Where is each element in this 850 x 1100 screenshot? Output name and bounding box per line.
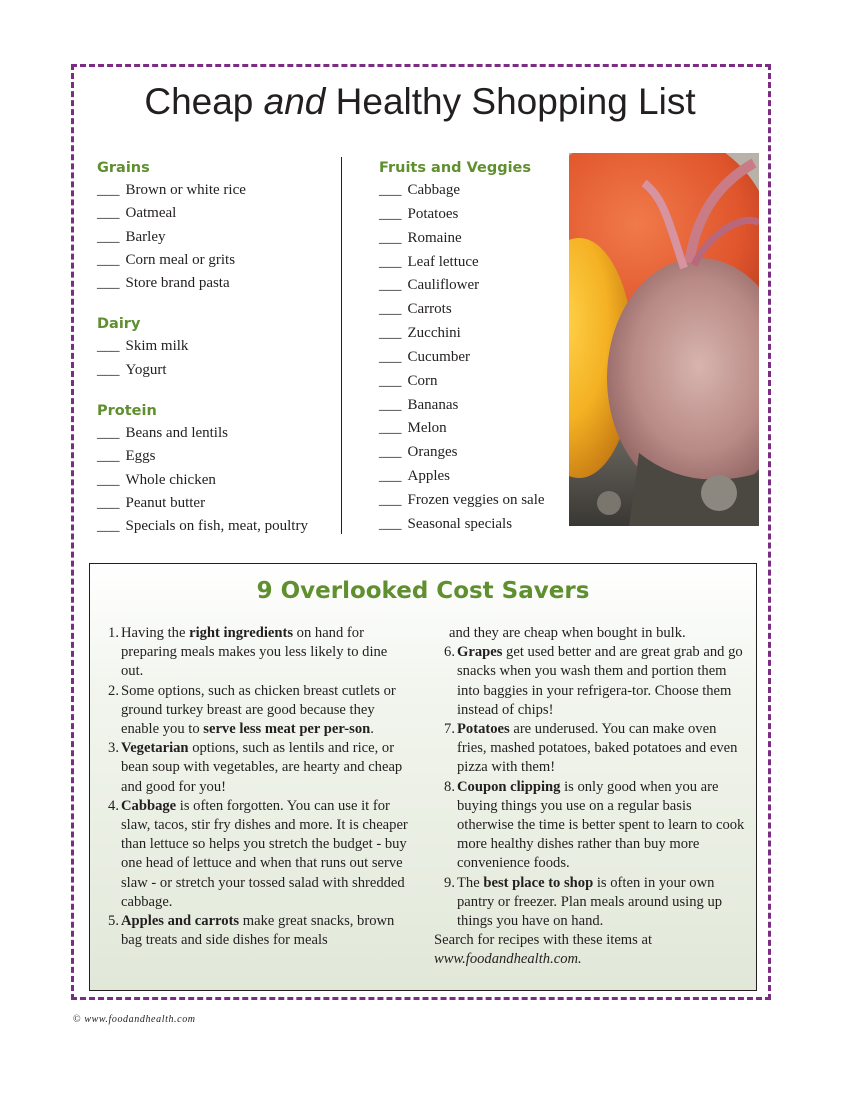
tip-bold: right ingredients bbox=[189, 625, 294, 641]
list-item bbox=[379, 370, 559, 394]
checkbox-blank: ___ bbox=[379, 515, 402, 532]
checkbox-blank: ___ bbox=[97, 338, 120, 355]
item-label: Potatoes bbox=[407, 205, 459, 222]
category-grains: Grains bbox=[97, 160, 150, 176]
tip-item bbox=[434, 720, 746, 778]
tip-text: options, such as lentils and rice, or bean soup with vegetables, are hearty and cheap and good for you! bbox=[121, 740, 403, 795]
tip-bold: Vegetarian bbox=[121, 740, 189, 757]
tip-number: 2. bbox=[108, 682, 119, 699]
footer-url: www.foodandhealth.com bbox=[84, 1014, 196, 1025]
list-item bbox=[97, 272, 337, 295]
checkbox-blank: ___ bbox=[97, 251, 120, 268]
tip-text: is only good when you are buying things you use on a regular basis otherwise the time is better spent to learn to cook more healthy dishes rather than buy more convenience foods. bbox=[457, 778, 745, 872]
website-link[interactable]: www.foodandhealth.com. bbox=[434, 951, 582, 968]
tip-text: Some options, such as chicken breast cutlets or ground turkey breast are good because they enable you to bbox=[121, 682, 396, 738]
list-item bbox=[379, 489, 559, 513]
vegetables-photo bbox=[569, 153, 759, 526]
list-item bbox=[97, 335, 337, 358]
checkbox-blank: ___ bbox=[379, 372, 402, 389]
grains-list bbox=[97, 179, 337, 295]
item-label: Zucchini bbox=[407, 325, 461, 342]
tip-text: are underused. You can make oven fries, mashed potatoes, baked potatoes and even pizza with them! bbox=[457, 721, 738, 776]
item-label: Whole chicken bbox=[125, 471, 216, 488]
tip-item bbox=[434, 643, 746, 720]
middle-column bbox=[379, 157, 559, 537]
list-item bbox=[97, 515, 337, 538]
category-dairy: Dairy bbox=[97, 316, 141, 333]
item-label: Leaf lettuce bbox=[407, 253, 479, 270]
tip-bold: Coupon clipping bbox=[457, 778, 561, 795]
tip-bold: serve less meat per per-son bbox=[203, 721, 371, 738]
list-item bbox=[379, 513, 559, 537]
tip-text: on hand for preparing meals makes you less likely to dine out. bbox=[121, 625, 388, 680]
checkbox-blank: ___ bbox=[379, 205, 402, 222]
tip-text: The bbox=[457, 874, 484, 891]
tip-text: make great snacks, brown bag treats and side dishes for meals bbox=[121, 913, 395, 949]
item-label: Cucumber bbox=[407, 348, 470, 365]
vegetables-illustration bbox=[569, 153, 759, 526]
tip-number: 3. bbox=[108, 740, 119, 757]
tip-bold: Apples and carrots bbox=[121, 913, 240, 930]
category-fruits-veggies: Fruits and Veggies bbox=[379, 160, 532, 176]
list-item bbox=[97, 445, 337, 468]
item-label: Frozen veggies on sale bbox=[407, 491, 545, 508]
checkbox-blank: ___ bbox=[379, 468, 402, 485]
title-emphasis: and bbox=[263, 81, 326, 122]
list-item bbox=[97, 179, 337, 202]
list-item bbox=[379, 298, 559, 322]
tip-text: . bbox=[370, 721, 374, 738]
list-item bbox=[97, 469, 337, 492]
item-label: Store brand pasta bbox=[125, 275, 230, 292]
checkbox-blank: ___ bbox=[97, 425, 120, 442]
list-item bbox=[379, 322, 559, 346]
tip-number: 6. bbox=[444, 644, 455, 661]
item-label: Seasonal specials bbox=[407, 515, 513, 532]
tip-item bbox=[98, 739, 410, 797]
list-item bbox=[97, 492, 337, 515]
cost-savers-box bbox=[89, 563, 757, 991]
list-item bbox=[379, 346, 559, 370]
item-label: Cauliflower bbox=[407, 277, 480, 294]
checkbox-blank: ___ bbox=[379, 420, 402, 437]
left-column bbox=[97, 157, 337, 539]
tip-item bbox=[98, 682, 410, 740]
tip-bold: Potatoes bbox=[457, 721, 510, 738]
item-label: Bananas bbox=[407, 396, 459, 413]
tip-item bbox=[434, 778, 746, 874]
tip-item bbox=[98, 797, 410, 912]
list-item bbox=[379, 394, 559, 418]
item-label: Cabbage bbox=[407, 182, 460, 198]
checkbox-blank: ___ bbox=[379, 444, 402, 461]
tip-text: is often in your own pantry or freezer. Plan meals around using up things you have on hand. bbox=[457, 874, 723, 930]
list-item bbox=[379, 227, 559, 251]
list-item bbox=[379, 274, 559, 298]
item-label: Apples bbox=[407, 468, 450, 485]
protein-list bbox=[97, 422, 337, 538]
checkbox-blank: ___ bbox=[379, 277, 402, 294]
copyright-symbol: © bbox=[73, 1014, 82, 1025]
list-item bbox=[97, 422, 337, 445]
column-divider bbox=[341, 157, 342, 534]
checkbox-blank: ___ bbox=[379, 396, 402, 413]
tip-text: get used better and are great grab and go snacks when you wash them and portion them into baggies in your refrigera-tor. Choose them instead of chips! bbox=[457, 644, 743, 718]
item-label: Specials on fish, meat, poultry bbox=[125, 518, 308, 535]
list-item bbox=[97, 359, 337, 382]
tip-number: 4. bbox=[108, 797, 119, 814]
item-label: Melon bbox=[407, 420, 447, 437]
tip-item bbox=[98, 624, 410, 682]
tip-bold: Cabbage bbox=[121, 797, 177, 814]
tip-text: Having the bbox=[121, 625, 190, 641]
list-item bbox=[379, 465, 559, 489]
item-label: Corn meal or grits bbox=[125, 251, 236, 268]
list-item bbox=[379, 179, 559, 203]
item-label: Oatmeal bbox=[125, 205, 177, 222]
title-part1: Cheap bbox=[144, 81, 264, 122]
tip-text: is often forgotten. You can use it for slaw, tacos, stir fry dishes and more. It is cheaper than lettuce so helps you stretch the budget - buy one head of lettuce and when that runs out serve slaw - or stretch your tossed salad with shredded cabbage. bbox=[121, 797, 408, 910]
checkbox-blank: ___ bbox=[379, 253, 402, 270]
tips-left-column bbox=[98, 624, 410, 950]
tip-number: 1. bbox=[108, 625, 119, 641]
tip-bold: best place to shop bbox=[483, 874, 594, 891]
list-item bbox=[379, 417, 559, 441]
title-part2: Healthy Shopping List bbox=[325, 81, 696, 122]
list-item bbox=[97, 226, 337, 249]
list-item bbox=[379, 203, 559, 227]
item-label: Yogurt bbox=[125, 361, 167, 378]
checkbox-blank: ___ bbox=[97, 361, 120, 378]
checkbox-blank: ___ bbox=[97, 494, 120, 511]
item-label: Corn bbox=[407, 372, 438, 389]
tip-number: 7. bbox=[444, 721, 455, 738]
category-protein: Protein bbox=[97, 403, 157, 420]
checkbox-blank: ___ bbox=[379, 301, 402, 318]
fruits-veggies-list bbox=[379, 179, 559, 537]
checkbox-blank: ___ bbox=[379, 348, 402, 365]
checkbox-blank: ___ bbox=[379, 325, 402, 342]
item-label: Eggs bbox=[125, 448, 156, 465]
item-label: Peanut butter bbox=[125, 494, 206, 511]
item-label: Romaine bbox=[407, 229, 462, 246]
checkbox-blank: ___ bbox=[97, 205, 120, 222]
checkbox-blank: ___ bbox=[97, 448, 120, 465]
page-title bbox=[0, 81, 840, 123]
tip-item bbox=[98, 912, 410, 950]
list-item bbox=[97, 249, 337, 272]
checkbox-blank: ___ bbox=[97, 182, 120, 198]
tip-item bbox=[434, 874, 746, 932]
tips-right-column bbox=[434, 624, 746, 970]
item-label: Oranges bbox=[407, 444, 458, 461]
item-label: Beans and lentils bbox=[125, 425, 228, 442]
item-label: Brown or white rice bbox=[125, 182, 246, 198]
checkbox-blank: ___ bbox=[97, 228, 120, 245]
search-text: Search for recipes with these items at bbox=[434, 932, 653, 949]
checkbox-blank: ___ bbox=[379, 182, 402, 198]
tip-number: 8. bbox=[444, 778, 455, 795]
dairy-list bbox=[97, 335, 337, 382]
checkbox-blank: ___ bbox=[379, 229, 402, 246]
search-note bbox=[434, 931, 746, 969]
tip-number: 9. bbox=[444, 874, 455, 891]
list-item bbox=[379, 251, 559, 275]
item-label: Barley bbox=[125, 228, 166, 245]
item-label: Skim milk bbox=[125, 338, 189, 355]
checkbox-blank: ___ bbox=[97, 471, 120, 488]
tip-bold: Grapes bbox=[457, 644, 503, 661]
list-item bbox=[379, 441, 559, 465]
tip-number: 5. bbox=[108, 913, 119, 930]
list-item bbox=[97, 202, 337, 225]
checkbox-blank: ___ bbox=[97, 275, 120, 292]
checkbox-blank: ___ bbox=[97, 518, 120, 535]
cost-savers-title: 9 Overlooked Cost Savers bbox=[256, 578, 590, 604]
item-label: Carrots bbox=[407, 301, 452, 318]
copyright-footer bbox=[73, 1014, 196, 1025]
tip-continuation: and they are cheap when bought in bulk. bbox=[449, 625, 686, 641]
checkbox-blank: ___ bbox=[379, 491, 402, 508]
